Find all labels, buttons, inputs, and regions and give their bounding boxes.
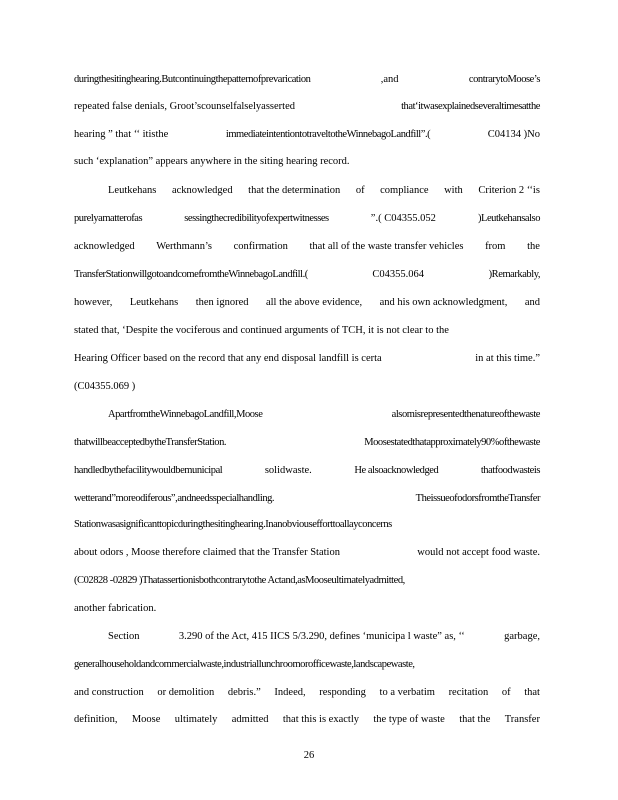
- text-segment: (C04355.069 ): [74, 381, 136, 392]
- text-line: [74, 128, 540, 142]
- text-segment: )Leutkehansalso: [477, 213, 540, 224]
- text-segment: to a verbatim: [379, 687, 435, 698]
- text-segment: )Remarkably,: [488, 269, 540, 280]
- text-segment: about odors , Moose therefore claimed that the Transfer Station: [74, 547, 340, 558]
- text-segment: stated that, ‘Despite the vociferous and continued arguments of TCH, it is not clear to the: [74, 325, 449, 336]
- text-segment: definition,: [74, 714, 118, 725]
- text-line: [74, 492, 540, 506]
- text-segment: that this is exactly: [282, 714, 359, 725]
- text-segment: all the above evidence,: [265, 297, 363, 308]
- text-segment: He alsoacknowledged: [354, 465, 439, 476]
- text-segment: Moose: [131, 714, 161, 725]
- text-segment: or demolition: [157, 687, 215, 698]
- text-segment: (C02828 -02829 )Thatassertionisbothcontrarytothe Actand,asMooseultimatelyadmitted,: [74, 575, 405, 586]
- text-segment: the: [527, 241, 540, 252]
- text-segment: C04355.064: [372, 269, 425, 280]
- text-segment: Criterion 2 ‘‘is: [478, 185, 540, 196]
- text-segment: Leutkehans: [129, 297, 179, 308]
- text-line: [74, 240, 540, 254]
- text-segment: that all of the waste transfer vehicles: [309, 241, 464, 252]
- text-segment: that‘itwasexplainedseveraltimesatthe: [401, 101, 540, 112]
- text-segment: ApartfromtheWinnebagoLandfill,Moose: [108, 409, 263, 420]
- text-segment: garbage,: [504, 631, 540, 642]
- text-segment: thatwillbeacceptedbytheTransferStation.: [74, 437, 227, 448]
- text-line: [74, 268, 540, 282]
- text-segment: responding: [319, 687, 366, 698]
- text-line: [74, 324, 540, 338]
- text-segment: such ‘explanation” appears anywhere in the siting hearing record.: [74, 156, 350, 167]
- text-segment: purelyamatterofas: [74, 213, 143, 224]
- text-segment: Hearing Officer based on the record that any end disposal landfill is certa: [74, 353, 382, 364]
- text-segment: of: [501, 687, 511, 698]
- text-segment: repeated false denials, Groot’scounselfalselyasserted: [74, 101, 295, 112]
- text-segment: solidwaste.: [264, 465, 312, 476]
- text-line: [108, 630, 540, 644]
- text-line: [74, 352, 540, 366]
- text-segment: would not accept food waste.: [417, 547, 540, 558]
- text-segment: and construction: [74, 687, 144, 698]
- text-segment: Werthmann’s: [156, 241, 213, 252]
- text-line: [74, 100, 540, 114]
- text-line: [74, 436, 540, 450]
- text-segment: TransferStationwillgotoandcomefromtheWinnebagoLandfill.(: [74, 269, 308, 280]
- text-segment: however,: [74, 297, 113, 308]
- text-segment: wetterand”moreodiferous”,andneedsspecialhandling.: [74, 493, 275, 504]
- text-line: [74, 296, 540, 310]
- text-line: [74, 155, 540, 169]
- text-segment: Moosestatedthatapproximately90%ofthewaste: [364, 437, 540, 448]
- text-segment: another fabrication.: [74, 603, 157, 614]
- text-line: [74, 602, 540, 616]
- text-line: [74, 518, 540, 532]
- text-segment: acknowledged: [74, 241, 135, 252]
- text-segment: in at this time.”: [475, 353, 540, 364]
- text-segment: duringthesitinghearing.Butcontinuingthepatternofprevarication: [74, 74, 311, 85]
- text-segment: sessingthecredibilityofexpertwitnesses: [184, 213, 329, 224]
- text-segment: contrarytoMoose’s: [468, 74, 540, 85]
- text-line: [74, 464, 540, 478]
- text-line: [74, 686, 540, 700]
- text-segment: ultimately: [174, 714, 218, 725]
- text-segment: with: [444, 185, 463, 196]
- text-segment: 3.290 of the Act, 415 IICS 5/3.290, defines ‘municipa l waste” as, ‘‘: [178, 631, 465, 642]
- text-line: [108, 408, 540, 422]
- text-segment: and: [524, 297, 540, 308]
- text-segment: the type of waste: [373, 714, 445, 725]
- text-line: [74, 380, 540, 394]
- text-segment: recitation: [448, 687, 489, 698]
- text-segment: Leutkehans: [108, 185, 157, 196]
- text-segment: alsomisrepresentedthenatureofthewaste: [391, 409, 540, 420]
- text-segment: ”.( C04355.052: [370, 213, 436, 224]
- text-line: [74, 574, 540, 588]
- text-line: [74, 713, 540, 727]
- text-segment: TheissueofodorsfromtheTransfer: [415, 493, 540, 504]
- text-line: [74, 658, 540, 672]
- text-segment: Transfer: [504, 714, 540, 725]
- text-segment: compliance: [380, 185, 429, 196]
- text-segment: that: [524, 687, 540, 698]
- text-segment: of: [355, 185, 365, 196]
- text-segment: debris.”: [227, 687, 261, 698]
- text-segment: then ignored: [195, 297, 249, 308]
- text-segment: Indeed,: [274, 687, 306, 698]
- text-segment: immediateintentiontotraveltotheWinnebagoLandfill”.(: [225, 129, 431, 140]
- text-line: [108, 184, 540, 198]
- text-segment: confirmation: [233, 241, 288, 252]
- text-segment: ,and: [380, 74, 399, 85]
- text-segment: hearing ” that ‘‘ itisthe: [74, 129, 169, 140]
- text-segment: handledbythefacilitywouldbemunicipal: [74, 465, 223, 476]
- text-segment: acknowledged: [171, 185, 233, 196]
- text-line: [74, 212, 540, 226]
- text-segment: and his own acknowledgment,: [379, 297, 508, 308]
- text-segment: from: [485, 241, 506, 252]
- text-segment: C04134 )No: [487, 129, 540, 140]
- text-segment: Section: [108, 631, 140, 642]
- text-segment: Stationwasasignificanttopicduringthesitinghearing.Inanobviousefforttoallayconcerns: [74, 519, 392, 530]
- text-segment: generalhouseholdandcommercialwaste,industriallunchroomorofficewaste,landscapewaste,: [74, 659, 415, 670]
- text-line: [74, 546, 540, 560]
- text-segment: admitted: [231, 714, 269, 725]
- page-number: 26: [303, 750, 315, 761]
- text-segment: that the determination: [248, 185, 341, 196]
- text-line: [74, 73, 540, 87]
- text-segment: that the: [459, 714, 491, 725]
- text-segment: thatfoodwasteis: [480, 465, 540, 476]
